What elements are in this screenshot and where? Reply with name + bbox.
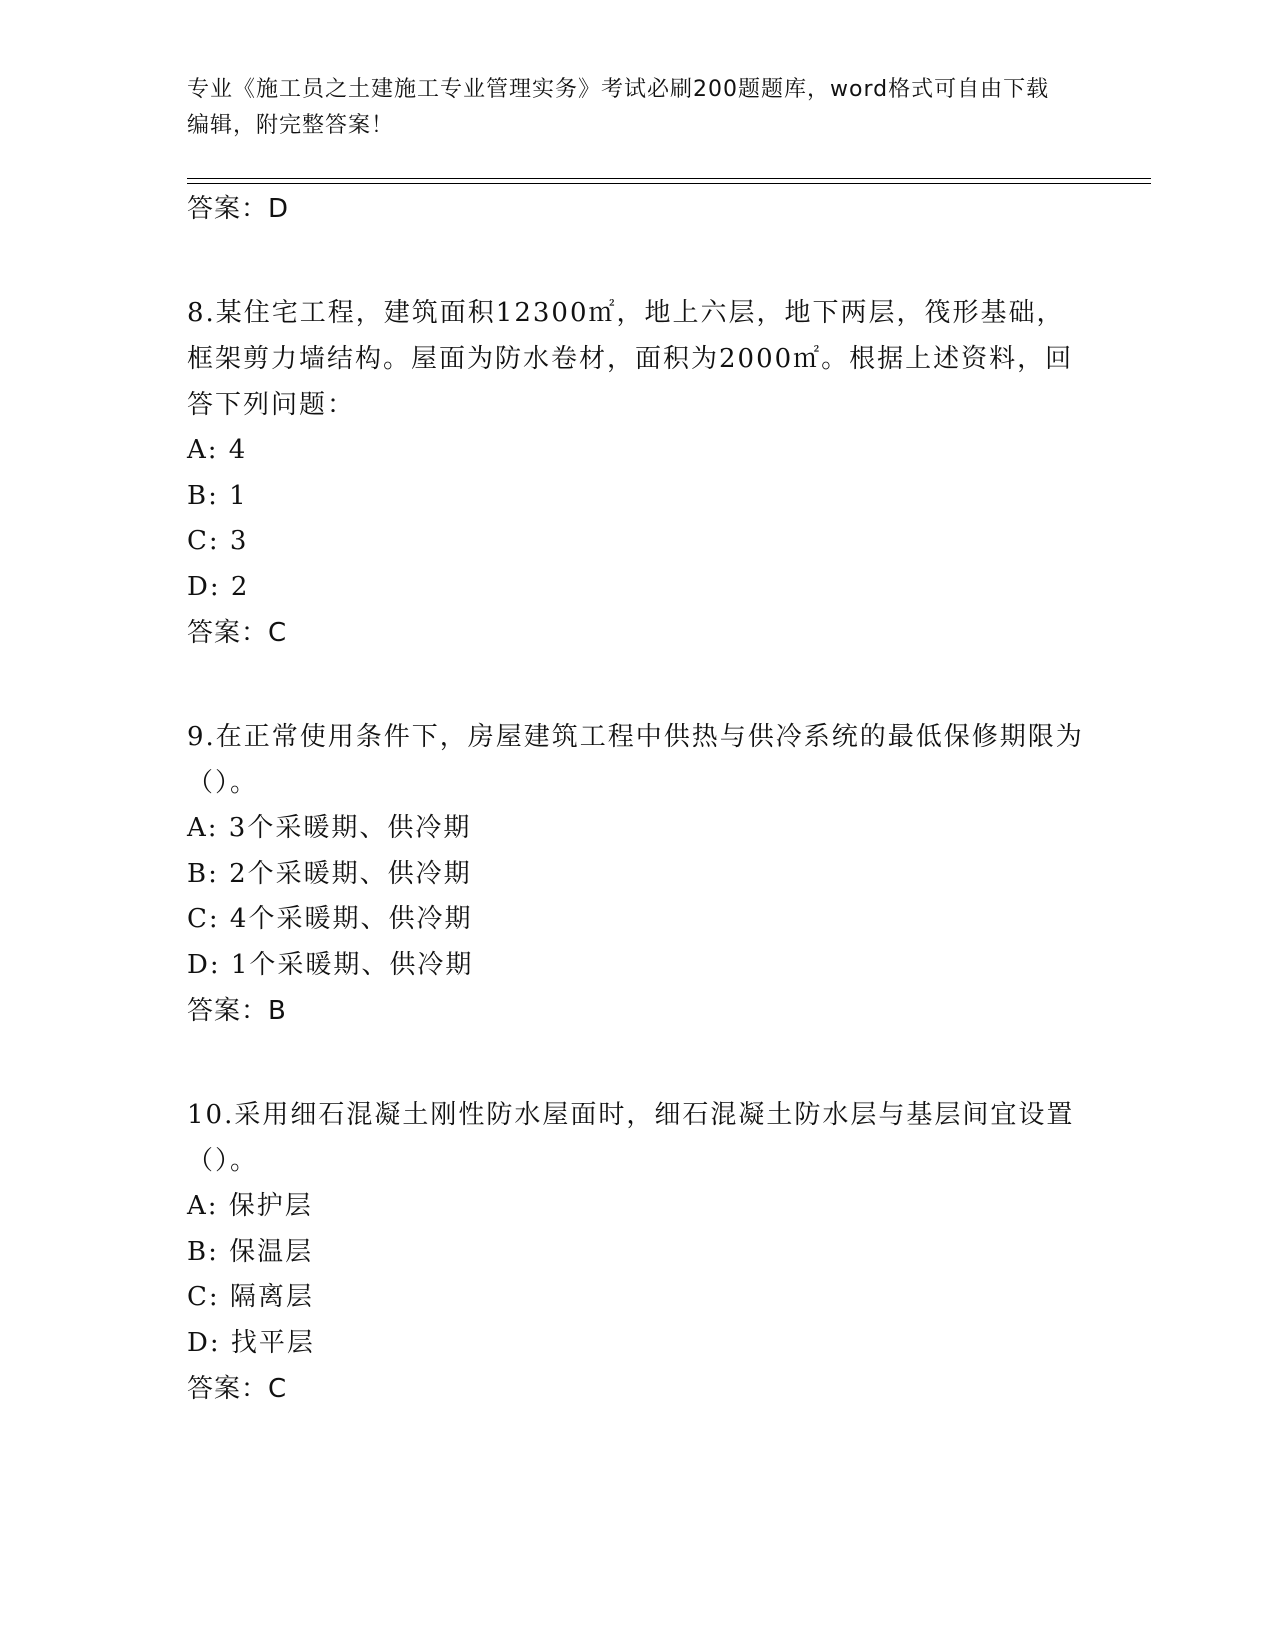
header-rule-bottom bbox=[187, 183, 1151, 184]
question-stem: 9.在正常使用条件下，房屋建筑工程中供热与供冷系统的最低保修期限为（）。 bbox=[187, 722, 1084, 798]
option-b: B: 保温层 bbox=[187, 1236, 314, 1267]
option-b: B: 2个采暖期、供冷期 bbox=[187, 858, 472, 889]
option-a: A: 3个采暖期、供冷期 bbox=[187, 813, 472, 843]
question-answer: 答案：C bbox=[187, 618, 288, 648]
question-list bbox=[187, 186, 1087, 1412]
option-d: D: 2 bbox=[187, 571, 250, 602]
question-answer: 答案：B bbox=[187, 996, 287, 1026]
option-d: D: 1个采暖期、供冷期 bbox=[187, 949, 474, 980]
question-8 bbox=[187, 290, 1087, 656]
header-rule-top bbox=[187, 178, 1151, 179]
option-c: C: 隔离层 bbox=[187, 1282, 314, 1312]
question-9 bbox=[187, 714, 1087, 1034]
question-10 bbox=[187, 1092, 1087, 1412]
option-a: A: 保护层 bbox=[187, 1191, 313, 1221]
document-header bbox=[187, 72, 1067, 144]
question-stem: 10.采用细石混凝土刚性防水屋面时，细石混凝土防水层与基层间宜设置（）。 bbox=[187, 1100, 1075, 1176]
option-d: D: 找平层 bbox=[187, 1327, 315, 1358]
question-answer: 答案：C bbox=[187, 1374, 288, 1404]
option-c: C: 4个采暖期、供冷期 bbox=[187, 904, 473, 934]
document-title: 专业《施工员之土建施工专业管理实务》考试必刷200题题库，word格式可自由下载编辑，附完整答案！ bbox=[187, 77, 1050, 138]
question-stem: 8.某住宅工程，建筑面积12300㎡，地上六层，地下两层，筏形基础，框架剪力墙结构。屋面为防水卷材，面积为2000㎡。根据上述资料，回答下列问题： bbox=[187, 298, 1074, 420]
option-a: A: 4 bbox=[187, 435, 248, 465]
option-b: B: 1 bbox=[187, 480, 248, 511]
previous-answer: 答案：D bbox=[187, 194, 290, 224]
option-c: C: 3 bbox=[187, 526, 249, 556]
